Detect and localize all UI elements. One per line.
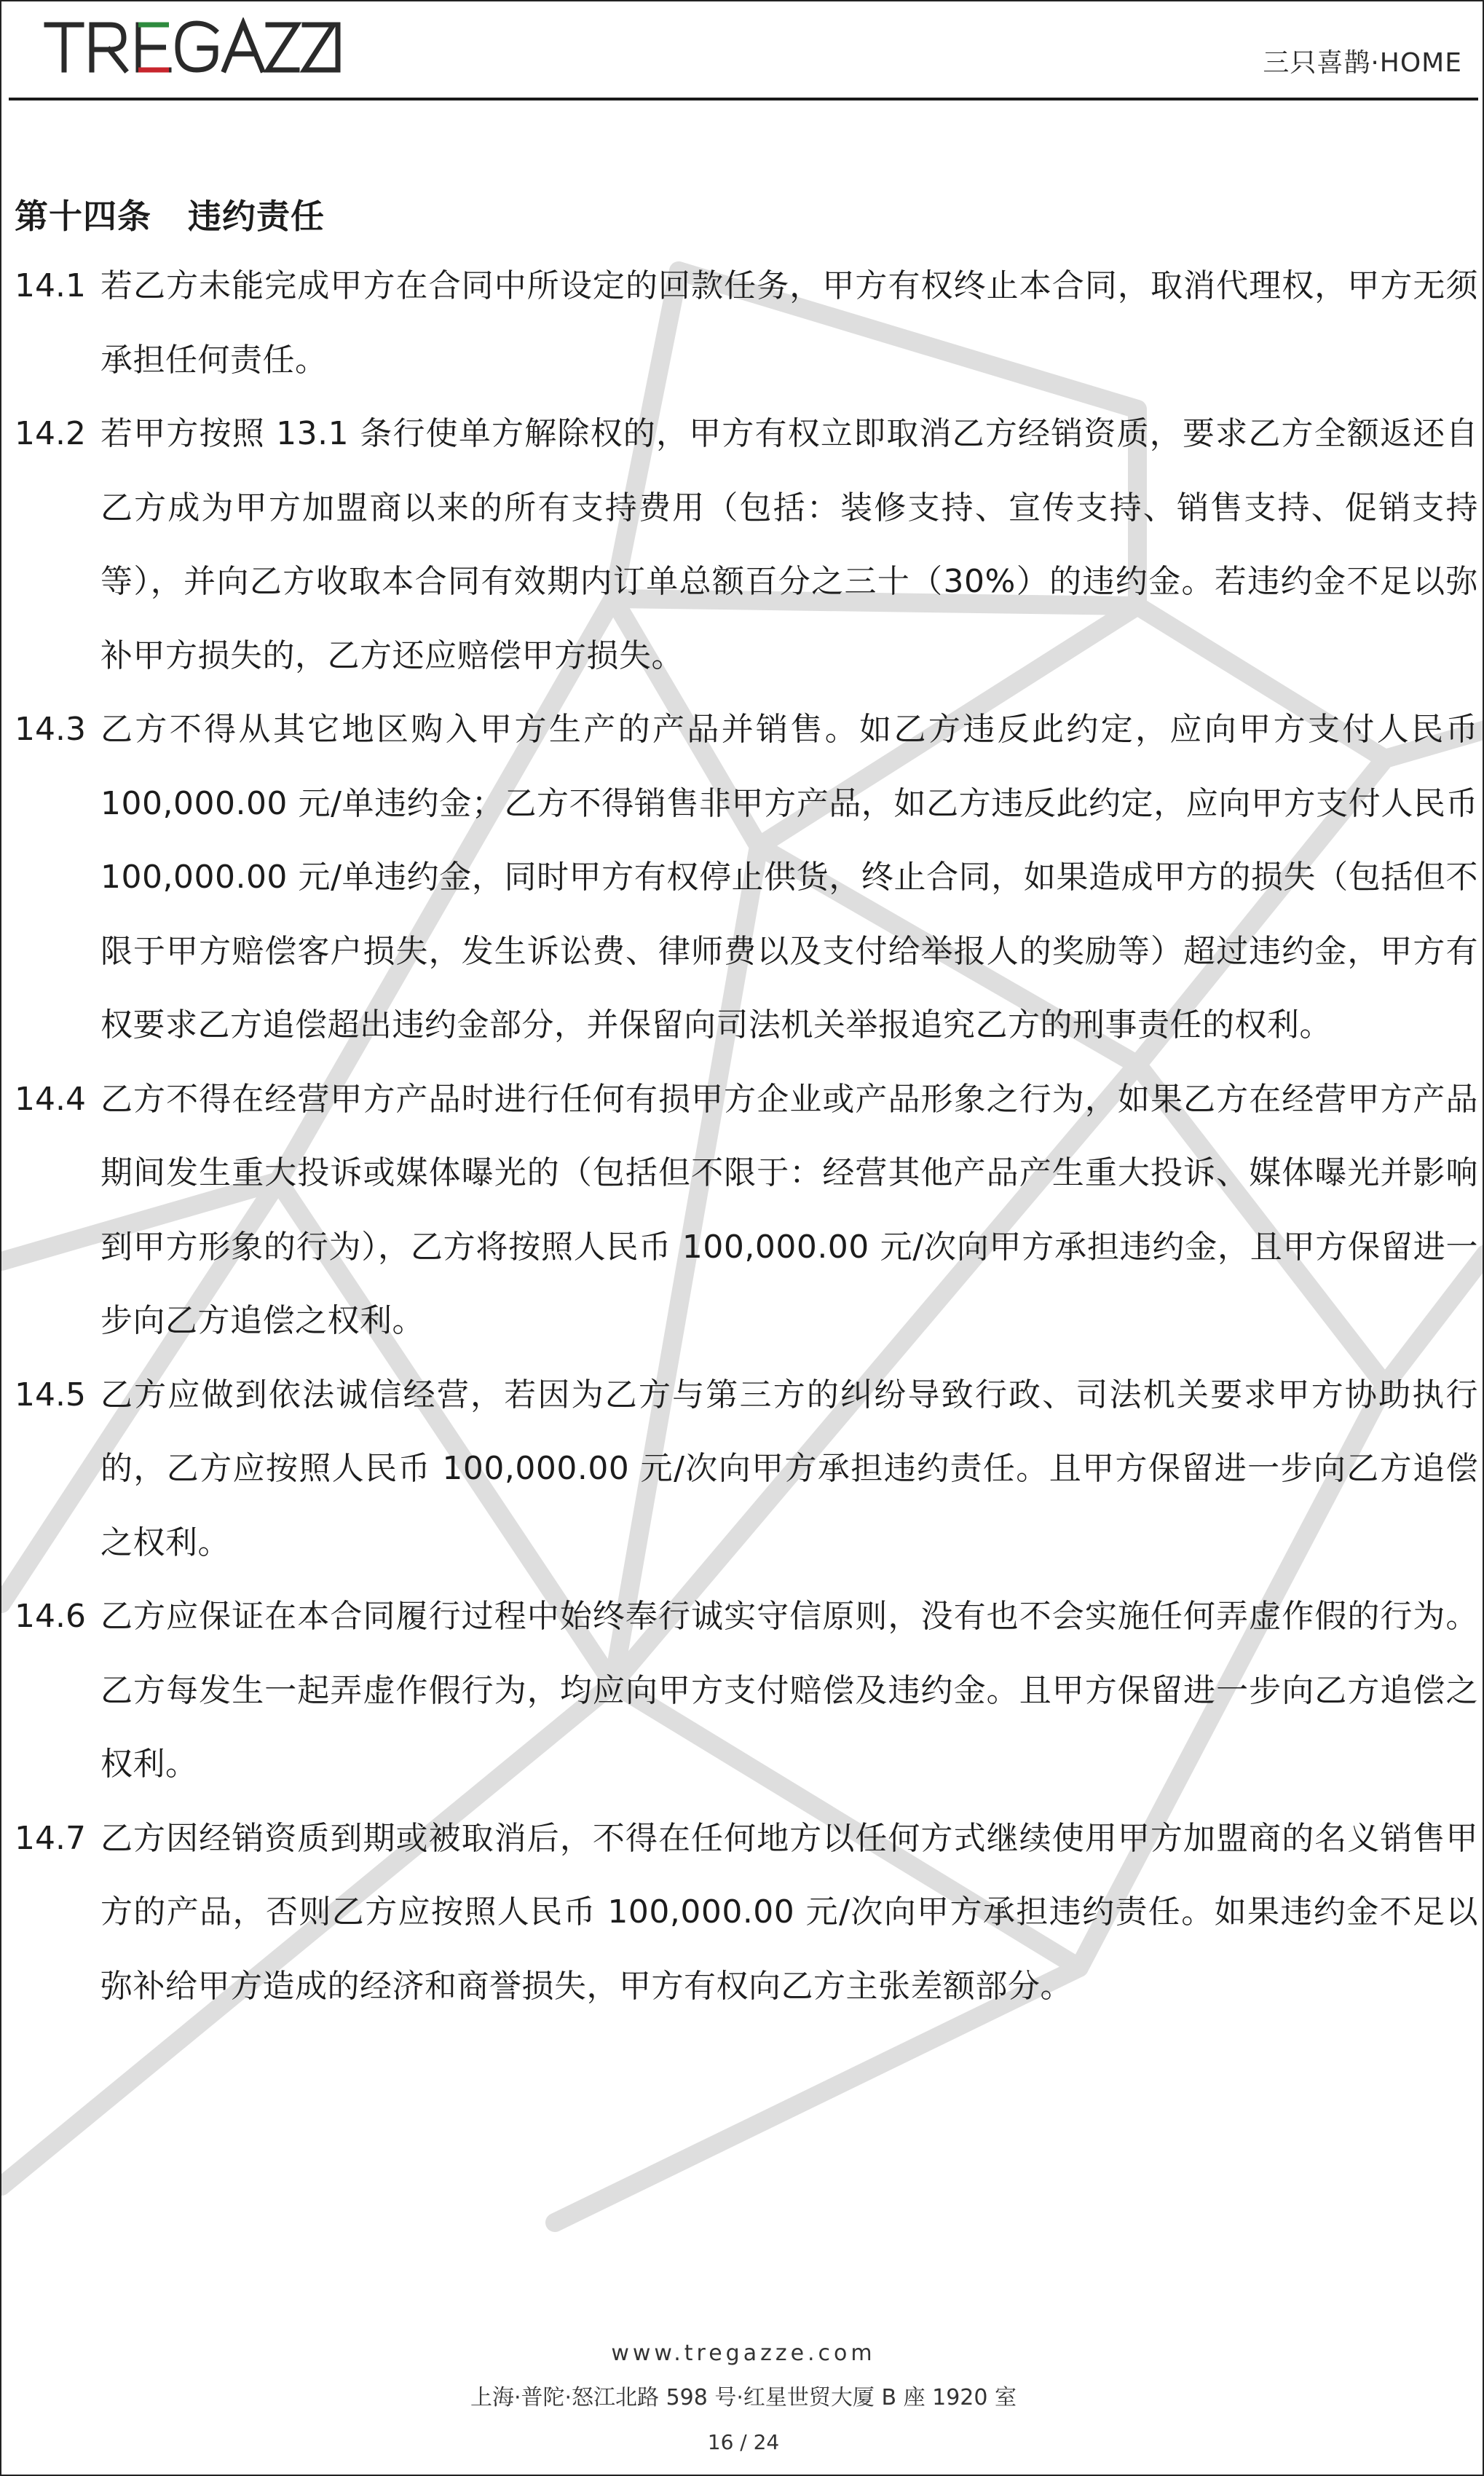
section-title <box>15 184 1478 249</box>
clause-14-1 <box>15 249 1478 397</box>
page-number: 16 / 24 <box>707 2430 780 2454</box>
clause-text: 乙方应保证在本合同履行过程中始终奉行诚实守信原则，没有也不会实施任何弄虚作假的行为。乙方每发生一起弄虚作假行为，均应向甲方支付赔偿及违约金。且甲方保留进一步向乙方追偿之权利。 <box>100 1598 1478 1783</box>
clause-text: 乙方应做到依法诚信经营，若因为乙方与第三方的纠纷导致行政、司法机关要求甲方协助执行的，乙方应按照人民币 100,000.00 元/次向甲方承担违约责任。且甲方保留进一步向乙方追偿之权利。 <box>100 1376 1478 1561</box>
clause-text: 若乙方未能完成甲方在合同中所设定的回款任务，甲方有权终止本合同，取消代理权，甲方无须承担任何责任。 <box>100 267 1478 379</box>
clause-number: 14.7 <box>15 1819 86 1857</box>
company-address: 上海·普陀·怒江北路 598 号·红星世贸大厦 B 座 1920 室 <box>470 2385 1017 2410</box>
page-footer <box>1 2332 1484 2464</box>
clause-14-7 <box>15 1802 1478 2024</box>
clause-number: 14.2 <box>15 415 86 452</box>
header-divider <box>9 98 1478 100</box>
clause-14-6 <box>15 1580 1478 1802</box>
clause-number: 14.5 <box>15 1376 86 1414</box>
clause-text: 乙方因经销资质到期或被取消后，不得在任何地方以任何方式继续使用甲方加盟商的名义销售甲方的产品，否则乙方应按照人民币 100,000.00 元/次向甲方承担违约责任。如果违约金不足以弥补给甲方造成的经济和商誉损失，甲方有权向乙方主张差额部分。 <box>100 1819 1478 2005</box>
clause-number: 14.6 <box>15 1598 86 1635</box>
clause-number: 14.4 <box>15 1080 86 1118</box>
page-header <box>1 1 1484 103</box>
main-content <box>15 184 1478 2023</box>
clause-text: 乙方不得从其它地区购入甲方生产的产品并销售。如乙方违反此约定，应向甲方支付人民币 100,000.00 元/单违约金；乙方不得销售非甲方产品，如乙方违反此约定，应向甲方支付人民币 100,000.00 元/单违约金，同时甲方有权停止供货，终止合同，如果造成甲方的损失（包括但不限于甲方赔偿客户损失，发生诉讼费、律师费以及支付给举报人的奖励等）超过违约金，甲方有权要求乙方追偿超出违约金部分，并保留向司法机关举报追究乙方的刑事责任的权利。 <box>100 711 1478 1044</box>
website-url: www.tregazze.com <box>611 2341 876 2366</box>
clause-14-5 <box>15 1358 1478 1580</box>
section-heading: 违约责任 <box>188 197 325 236</box>
tregazze-logo <box>44 17 350 76</box>
clause-14-4 <box>15 1062 1478 1358</box>
clause-number: 14.3 <box>15 711 86 748</box>
clause-text: 若甲方按照 13.1 条行使单方解除权的，甲方有权立即取消乙方经销资质，要求乙方全额返还自乙方成为甲方加盟商以来的所有支持费用（包括：装修支持、宣传支持、销售支持、促销支持等），并向乙方收取本合同有效期内订单总额百分之三十（30%）的违约金。若违约金不足以弥补甲方损失的，乙方还应赔偿甲方损失。 <box>100 415 1478 674</box>
section-number: 第十四条 <box>15 197 151 236</box>
clause-14-3 <box>15 693 1478 1062</box>
clause-text: 乙方不得在经营甲方产品时进行任何有损甲方企业或产品形象之行为，如果乙方在经营甲方产品期间发生重大投诉或媒体曝光的（包括但不限于：经营其他产品产生重大投诉、媒体曝光并影响到甲方形象的行为），乙方将按照人民币 100,000.00 元/次向甲方承担违约金，且甲方保留进一步向乙方追偿之权利。 <box>100 1080 1478 1339</box>
clause-number: 14.1 <box>15 267 86 304</box>
brand-name: 三只喜鹊·HOME <box>1263 48 1462 78</box>
clause-14-2 <box>15 397 1478 693</box>
